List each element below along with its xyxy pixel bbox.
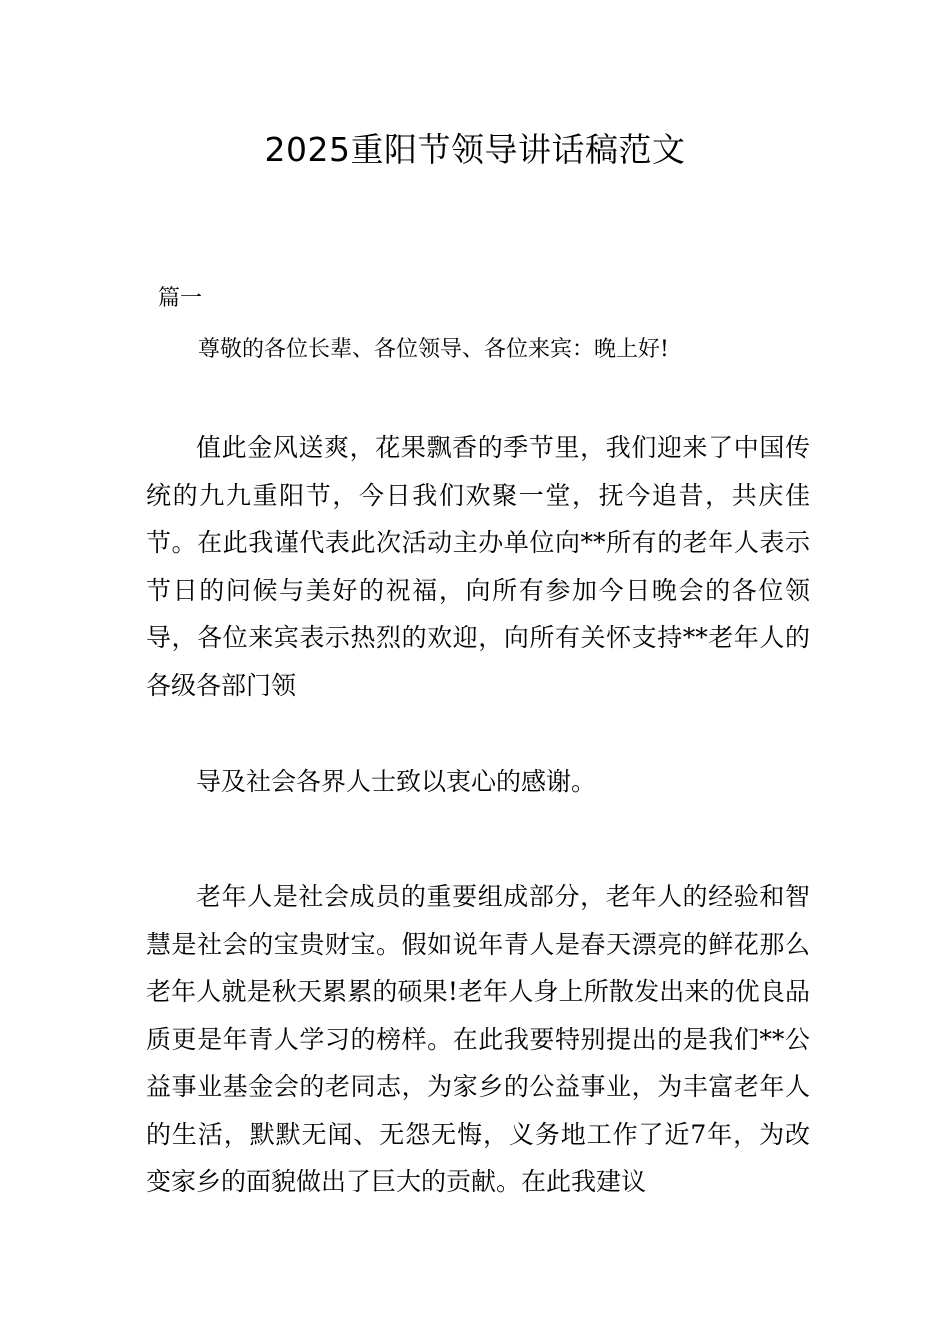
section-label: 篇一 bbox=[158, 286, 203, 311]
paragraph-3: 老年人是社会成员的重要组成部分，老年人的经验和智慧是社会的宝贵财宝。假如说年青人是春天漂亮的鲜花那么老年人就是秋天累累的硕果!老年人身上所散发出来的优良品质更是年青人学习的榜样。在此我要特别提出的是我们**公益事业基金会的老同志，为家乡的公益事业，为丰富老年人的生活，默默无闻、无怨无悔，义务地工作了近7年，为改变家乡的面貌做出了巨大的贡献。在此我建议 bbox=[146, 882, 810, 1196]
greeting-line: 尊敬的各位长辈、各位领导、各位来宾：晚上好! bbox=[198, 337, 669, 362]
paragraph-1: 值此金风送爽，花果飘香的季节里，我们迎来了中国传统的九九重阳节，今日我们欢聚一堂，抚今追昔，共庆佳节。在此我谨代表此次活动主办单位向**所有的老年人表示节日的问候与美好的祝福，向所有参加今日晚会的各位领导，各位来宾表示热烈的欢迎，向所有关怀支持**老年人的各级各部门领 bbox=[146, 433, 810, 700]
document-title: 2025重阳节领导讲话稿范文 bbox=[264, 130, 686, 169]
paragraph-2: 导及社会各界人士致以衷心的感谢。 bbox=[196, 767, 597, 796]
